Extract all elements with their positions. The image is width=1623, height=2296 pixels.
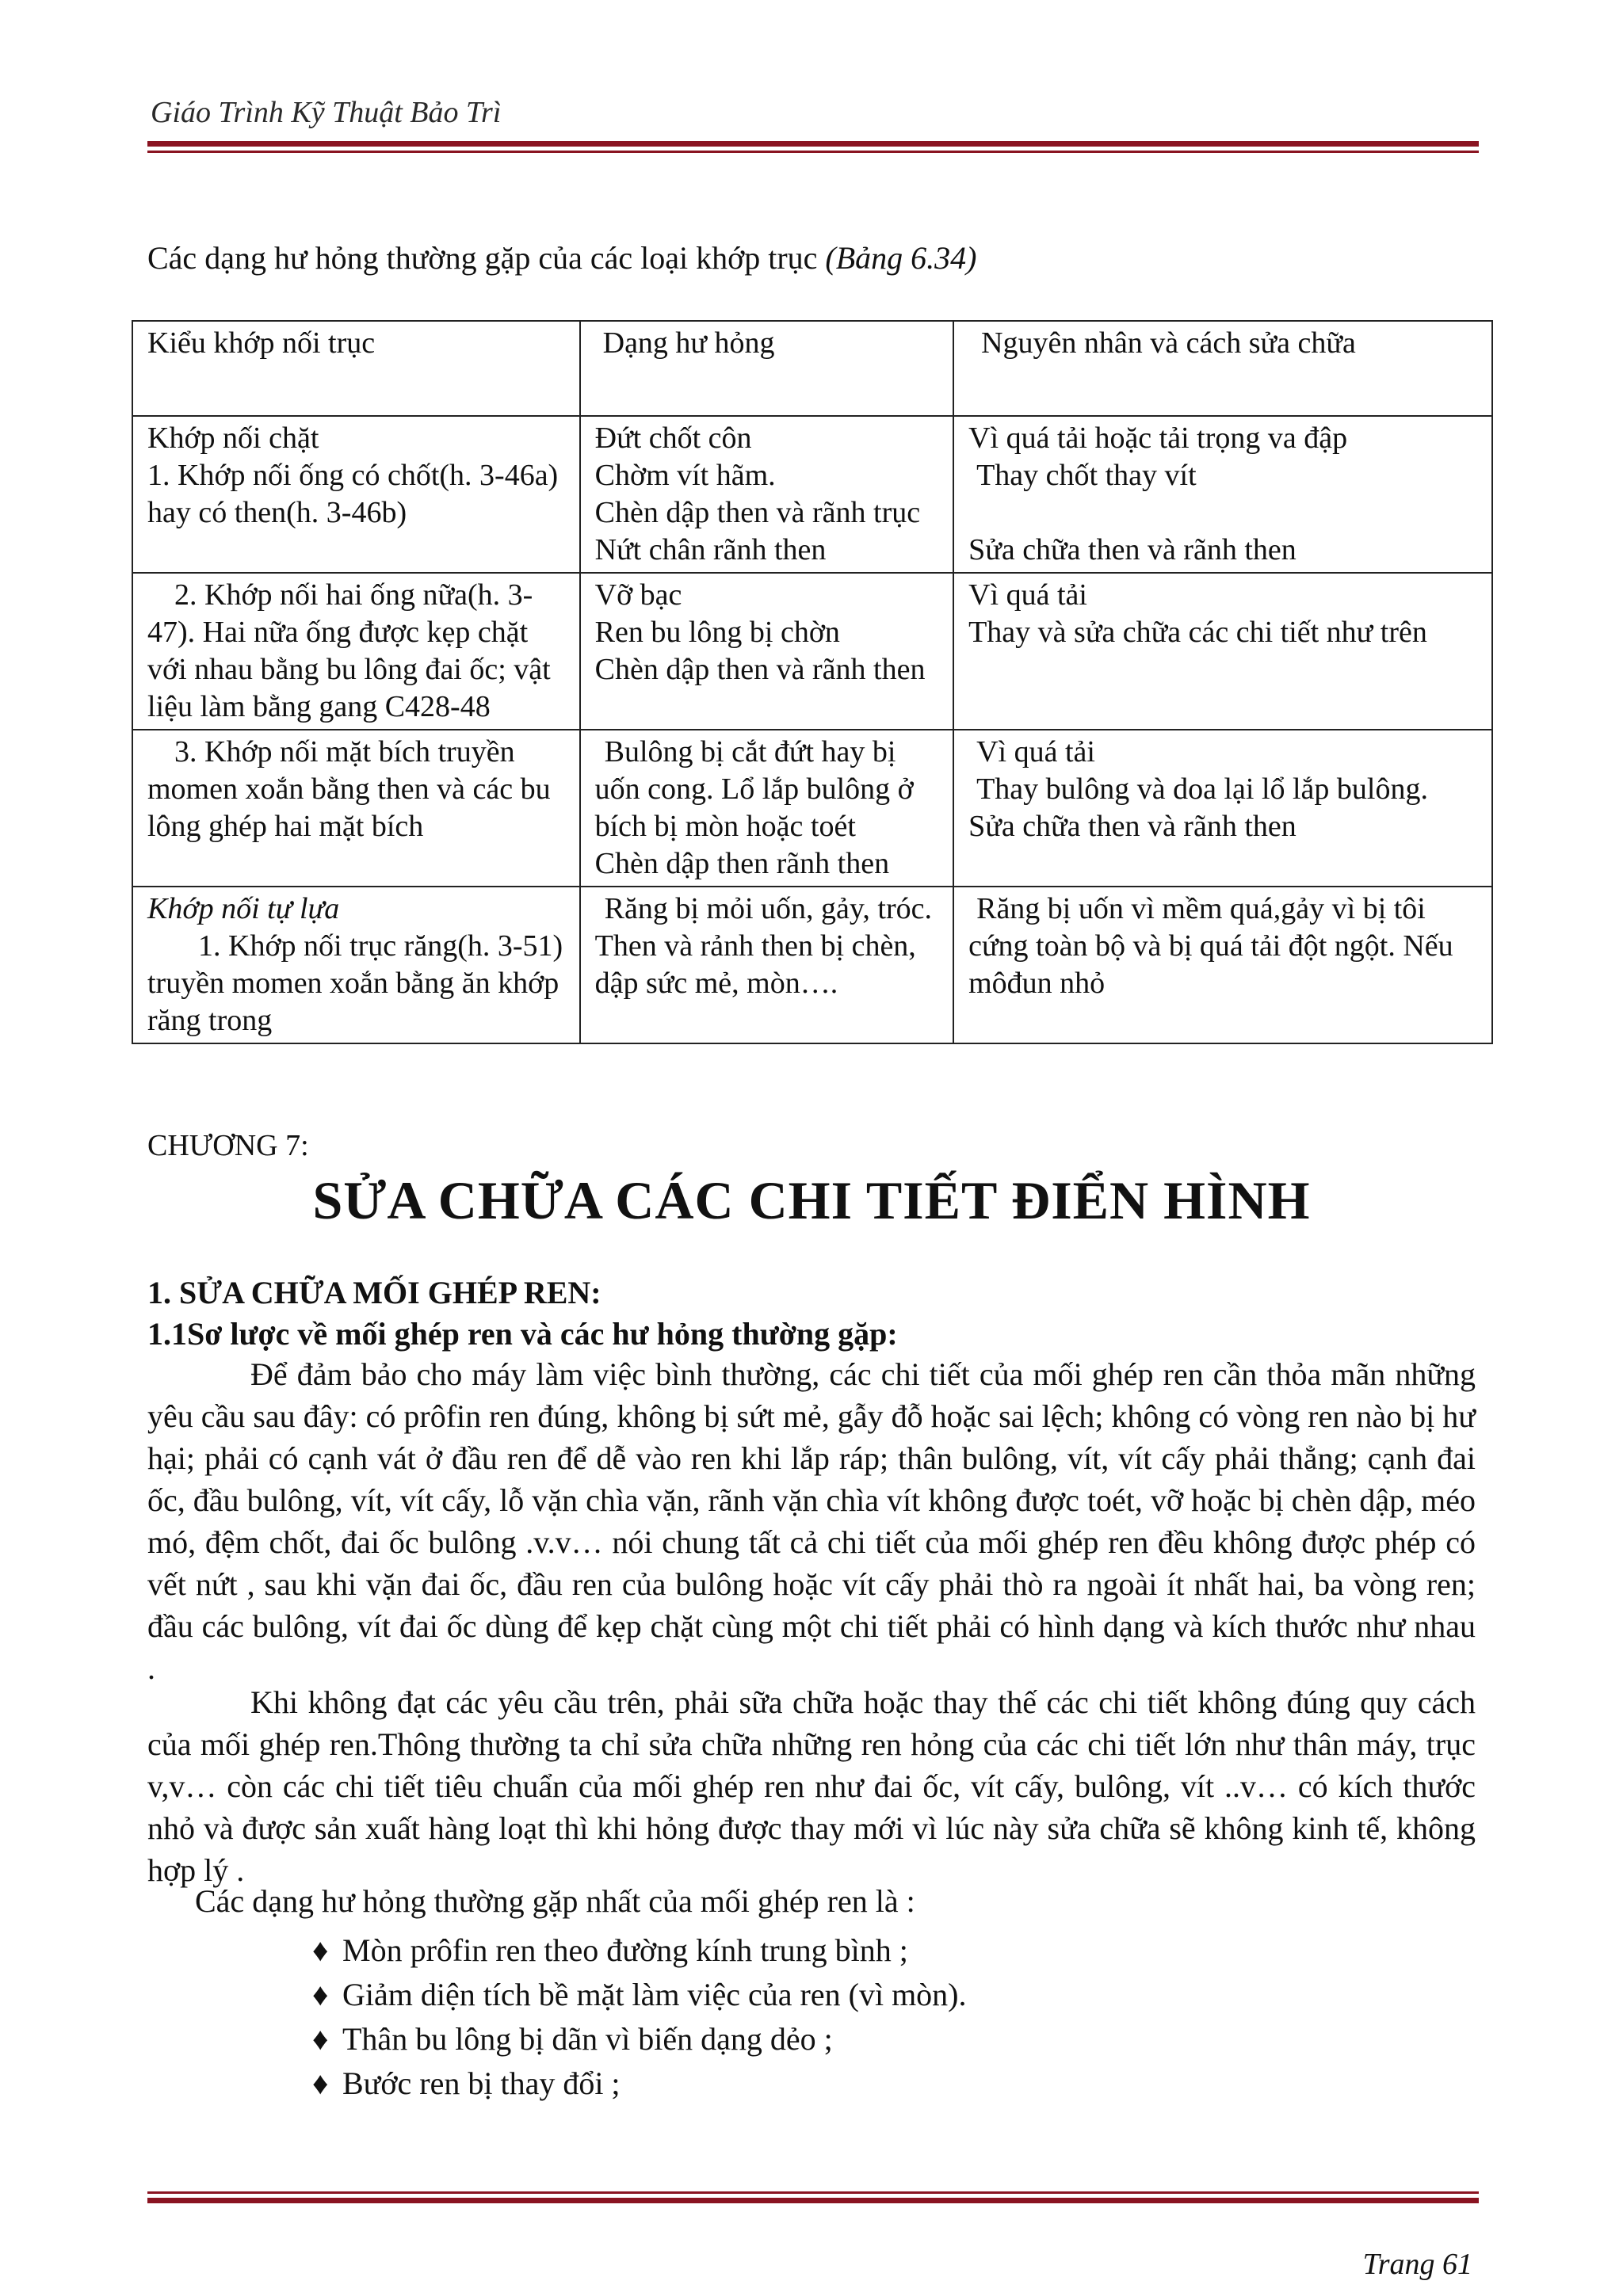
paragraph-text: Để đảm bảo cho máy làm việc bình thường, các chi tiết của mối ghép ren cần thỏa mãn những yêu cầu sau đây: có prôfin ren đúng, không bị sứt mẻ, gẫy đỗ hoặc sai lệch; không có vòng ren nào bị hư hại; phải có cạnh vát ở đầu ren để dễ vào ren khi lắp ráp; thân bulông, vít, vít cấy phải thẳng; cạnh đai ốc, đầu bulông, vít, vít cấy, lỗ vặn chìa vặn, rãnh vặn chìa vít không được toét, vỡ hoặc bị chèn dập, méo mó, đệm chốt, đai ốc bulông .v.v… nói chung tất cả chi tiết của mối ghép ren đều không được phép có vết nứt , sau khi vặn đai ốc, đầu ren của bulông hoặc vít cấy phải thò ra ngoài ít nhất hai, ba vòng ren; đầu các bulông, vít đai ốc dùng để kẹp chặt cùng một chi tiết phải có hình dạng và kích thước như nhau . [147,1356,1476,1686]
list-item [312,1928,967,1973]
cell-line: Răng bị uốn vì mềm quá,gảy vì bị tôi cứng toàn bộ và bị quá tải đột ngột. Nếu môđun nhỏ [968,892,1453,1000]
paragraph-text: Khi không đạt các yêu cầu trên, phải sữa chữa hoặc thay thế các chi tiết không đúng quy cách của mối ghép ren.Thông thường ta chỉ sửa chữa những ren hỏng của các chi tiết lớn như thân máy, trục v,v… còn các chi tiết tiêu chuẩn của mối ghép ren như đai ốc, vít cấy, bulông, vít ..v… có kích thước nhỏ và được sản xuất hàng loạt thì khi hỏng được thay mới vì lúc này sửa chữa sẽ không kinh tế, không hợp lý . [147,1684,1476,1888]
table-row [132,573,1492,730]
header-damage-label: Dạng hư hỏng [602,326,775,360]
fault-list [312,1928,967,2106]
cell-line: Nứt chân rãnh then [594,533,827,566]
table-header-row [132,321,1492,416]
cell-damage [580,573,953,730]
cell-line: Răng bị mỏi uốn, gảy, tróc. Then và rảnh then bị chèn, dập sức mẻ, mòn…. [594,892,932,1000]
cell-line: Chèn dập then rãnh then [594,847,890,880]
list-item [312,1973,967,2017]
list-item [312,2061,967,2106]
diamond-bullet-icon: ♦ [312,2065,329,2101]
list-item-text: Mòn prôfin ren theo đường kính trung bình ; [342,1932,908,1968]
header-rule-thin [147,151,1479,153]
cell-coupling-type [132,887,580,1043]
table-row [132,416,1492,573]
diamond-bullet-icon: ♦ [312,2021,329,2057]
cell-cause-fix [953,573,1492,730]
cell-coupling-type [132,730,580,887]
caption-text: Các dạng hư hỏng thường gặp của các loại khớp trục [147,240,818,276]
cell-line: Vì quá tải [968,578,1087,612]
coupling-faults-table [132,320,1493,1044]
diamond-bullet-icon: ♦ [312,1932,329,1968]
cell-damage [580,887,953,1043]
cell-line: Chờm vít hãm. [594,459,776,492]
header-coupling-type: Kiểu khớp nối trục [132,321,580,416]
diamond-bullet-icon: ♦ [312,1977,329,2012]
list-item-text: Giảm diện tích bề mặt làm việc của ren (vì mòn). [342,1977,967,2012]
list-item-text: Bước ren bị thay đổi ; [342,2065,621,2101]
cell-line: Khớp nối tự lựa [147,892,340,925]
cell-line: Ren bu lông bị chờn [594,616,840,649]
cell-line: 3. Khớp nối mặt bích truyền momen xoắn bằng then và các bu lông ghép hai mặt bích [147,735,551,843]
cell-line: Vì quá tải hoặc tải trọng va đập [968,421,1348,455]
header-title: Giáo Trình Kỹ Thuật Bảo Trì [151,96,502,129]
cell-line: Thay và sửa chữa các chi tiết như trên [968,616,1427,649]
page-number: Trang 61 [1362,2248,1472,2281]
footer-rule-thick [147,2198,1479,2203]
header-rule-thick [147,141,1479,147]
list-intro: Các dạng hư hỏng thường gặp nhất của mối ghép ren là : [195,1883,915,1919]
cell-line: 2. Khớp nối hai ống nữa(h. 3-47). Hai nữa ống được kẹp chặt với nhau bằng bu lông đai ốc; vật liệu làm bằng gang C428-48 [147,578,551,723]
cell-cause-fix [953,887,1492,1043]
header-damage-type [580,321,953,416]
cell-damage [580,730,953,887]
cell-cause-fix [953,730,1492,887]
list-item [312,2017,967,2061]
header-cause-label: Nguyên nhân và cách sửa chữa [981,326,1356,360]
cell-line: Vì quá tải [976,735,1095,769]
cell-cause-fix [953,416,1492,573]
caption-ref: (Bảng 6.34) [825,240,977,276]
cell-line: Sửa chữa then và rãnh then [968,533,1296,566]
footer-rule-thin [147,2191,1479,2194]
cell-line: Khớp nối chặt [147,421,319,455]
cell-line: 1. Khớp nối trục răng(h. 3-51) truyền momen xoắn bằng ăn khớp răng trong [147,929,563,1037]
cell-line: Chèn dập then và rãnh trục [594,496,921,529]
chapter-title: SỬA CHỮA CÁC CHI TIẾT ĐIỂN HÌNH [312,1170,1311,1230]
cell-coupling-type [132,573,580,730]
table-caption [147,239,977,277]
cell-line: Sửa chữa then và rãnh then [968,810,1296,843]
list-item-text: Thân bu lông bị dãn vì biến dạng dẻo ; [342,2021,833,2057]
table-row [132,887,1492,1043]
cell-damage [580,416,953,573]
cell-coupling-type [132,416,580,573]
cell-line: Thay chốt thay vít [976,459,1197,492]
cell-line: Bulông bị cắt đứt hay bị uốn cong. Lổ lắp bulông ở bích bị mòn hoặc toét [594,735,914,843]
cell-line: Chèn dập then và rãnh then [594,653,926,686]
header-cause-fix [953,321,1492,416]
cell-line: 1. Khớp nối ống có chốt(h. 3-46a) hay có then(h. 3-46b) [147,459,559,529]
chapter-label: CHƯƠNG 7: [147,1129,309,1162]
cell-line: Đứt chốt côn [594,421,752,455]
section-subheading: 1.1Sơ lược về mối ghép ren và các hư hỏng thường gặp: [147,1316,898,1352]
table-row [132,730,1492,887]
cell-line: Vỡ bạc [594,578,682,612]
body-paragraph-2 [147,1681,1476,1891]
section-heading: 1. SỬA CHỮA MỐI GHÉP REN: [147,1275,601,1310]
body-paragraph-1 [147,1353,1476,1689]
cell-line: Thay bulông và doa lại lổ lắp bulông. [976,772,1428,806]
